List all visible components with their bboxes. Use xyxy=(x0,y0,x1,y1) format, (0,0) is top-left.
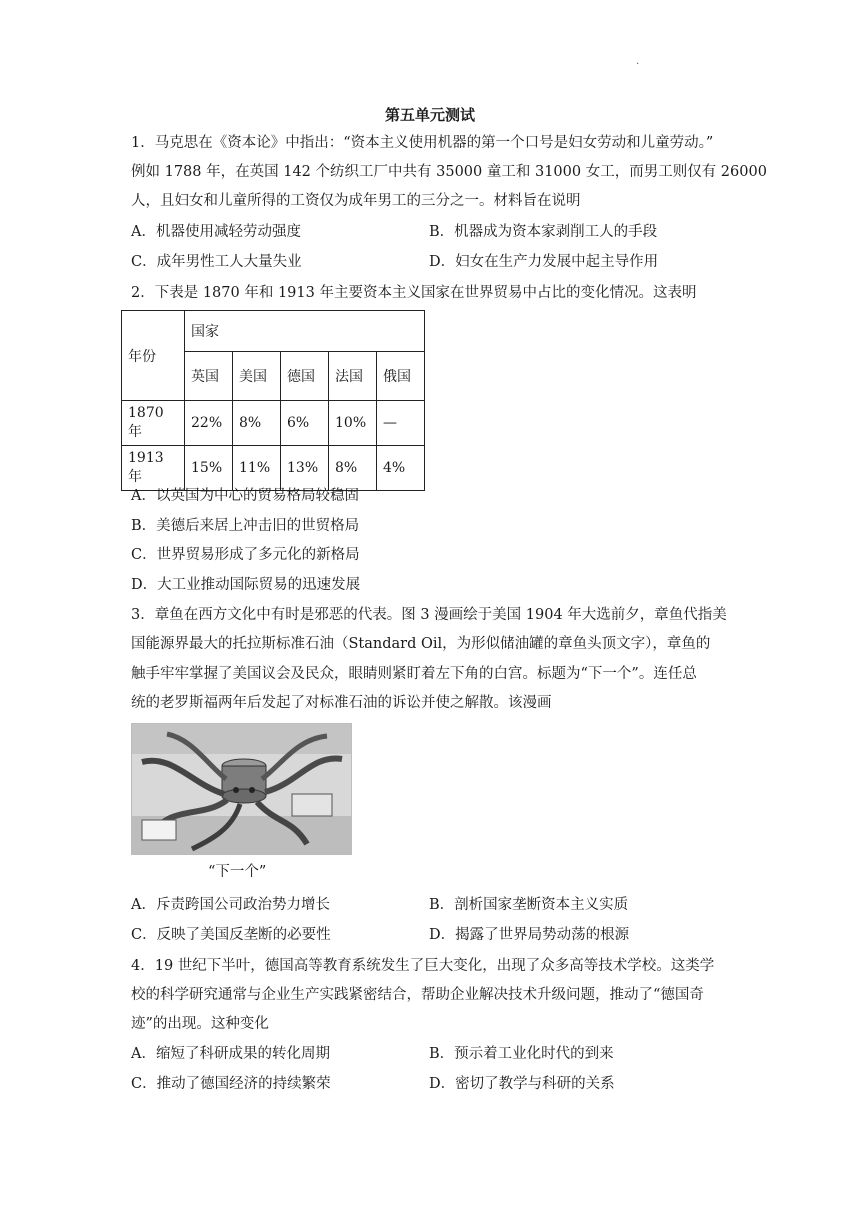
q1-stem-line1: 1．马克思在《资本论》中指出：“资本主义使用机器的第一个口号是妇女劳动和儿童劳动。” xyxy=(131,135,714,151)
q1-stem-line3: 人，且妇女和儿童所得的工资仅为成年男工的三分之一。材料旨在说明 xyxy=(131,193,581,209)
q1-stem-line2: 例如 1788 年，在英国 142 个纺织工厂中共有 35000 童工和 31000 女工，而男工则仅有 26000 xyxy=(131,164,767,180)
table-row xyxy=(122,401,425,446)
q1-option-d: D．妇女在生产力发展中起主导作用 xyxy=(429,254,659,270)
table-header-cell: 德国 xyxy=(281,352,329,401)
q4-stem-line1: 4．19 世纪下半叶，德国高等教育系统发生了巨大变化，出现了众多高等技术学校。这类学 xyxy=(131,958,715,974)
table-cell: 4% xyxy=(377,446,425,491)
table-cell: 10% xyxy=(329,401,377,446)
q3-option-d: D．揭露了世界局势动荡的根源 xyxy=(429,927,630,943)
cartoon-caption: “下一个” xyxy=(208,864,267,880)
table-cell: 22% xyxy=(185,401,233,446)
octopus-cartoon-image xyxy=(131,723,352,855)
q4-option-b: B．预示着工业化时代的到来 xyxy=(429,1046,614,1062)
q2-option-b: B．美德后来居上冲击旧的世贸格局 xyxy=(131,518,360,534)
q4-stem-line2: 校的科学研究通常与企业生产实践紧密结合，帮助企业解决技术升级问题，推动了“德国奇 xyxy=(131,987,704,1003)
q3-stem-line4: 统的老罗斯福两年后发起了对标准石油的诉讼并使之解散。该漫画 xyxy=(131,695,552,711)
q4-option-d: D．密切了教学与科研的关系 xyxy=(429,1076,615,1092)
table-header-year: 年份 xyxy=(122,311,185,401)
table-cell-year: 1870 年 xyxy=(122,401,185,446)
table-cell: — xyxy=(377,401,425,446)
table-cell: 11% xyxy=(233,446,281,491)
q1-option-b: B．机器成为资本家剥削工人的手段 xyxy=(429,224,658,240)
q2-option-c: C．世界贸易形成了多元化的新格局 xyxy=(131,547,360,563)
table-cell: 6% xyxy=(281,401,329,446)
trade-share-table xyxy=(121,310,425,491)
table-header-cell: 美国 xyxy=(233,352,281,401)
q1-option-a: A．机器使用减轻劳动强度 xyxy=(131,224,301,240)
q2-option-d: D．大工业推动国际贸易的迅速发展 xyxy=(131,577,361,593)
table-cell: 8% xyxy=(233,401,281,446)
table-header-cell: 英国 xyxy=(185,352,233,401)
q3-stem-line1: 3．章鱼在西方文化中有时是邪恶的代表。图 3 漫画绘于美国 1904 年大选前夕，章鱼代指美 xyxy=(131,607,727,623)
q3-option-b: B．剖析国家垄断资本主义实质 xyxy=(429,897,629,913)
table-cell: 15% xyxy=(185,446,233,491)
table-cell: 8% xyxy=(329,446,377,491)
q4-option-c: C．推动了德国经济的持续繁荣 xyxy=(131,1076,331,1092)
table-header-cell: 俄国 xyxy=(377,352,425,401)
q2-stem: 2．下表是 1870 年和 1913 年主要资本主义国家在世界贸易中占比的变化情况。这表明 xyxy=(131,285,697,301)
page-title: 第五单元测试 xyxy=(384,106,475,124)
q4-stem-line3: 迹”的出现。这种变化 xyxy=(131,1016,269,1032)
octopus-cartoon-drawing xyxy=(132,724,351,854)
table-cell: 13% xyxy=(281,446,329,491)
q3-stem-line2: 国能源界最大的托拉斯标准石油（Standard Oil，为形似储油罐的章鱼头顶文字），章鱼的 xyxy=(131,636,711,652)
q3-stem-line3: 触手牢牢掌握了美国议会及民众，眼睛则紧盯着左下角的白宫。标题为“下一个”。连任总 xyxy=(131,666,697,682)
q2-option-a: A．以英国为中心的贸易格局较稳固 xyxy=(131,488,359,504)
q4-option-a: A．缩短了科研成果的转化周期 xyxy=(131,1046,330,1062)
table-header-cell: 法国 xyxy=(329,352,377,401)
table-cell-year: 1913 年 xyxy=(122,446,185,491)
q1-option-c: C．成年男性工人大量失业 xyxy=(131,254,302,270)
q3-option-a: A．斥责跨国公司政治势力增长 xyxy=(131,897,330,913)
table-header-country: 国家 xyxy=(185,311,425,352)
q3-option-c: C．反映了美国反垄断的必要性 xyxy=(131,927,331,943)
header-mark: . xyxy=(636,56,640,67)
